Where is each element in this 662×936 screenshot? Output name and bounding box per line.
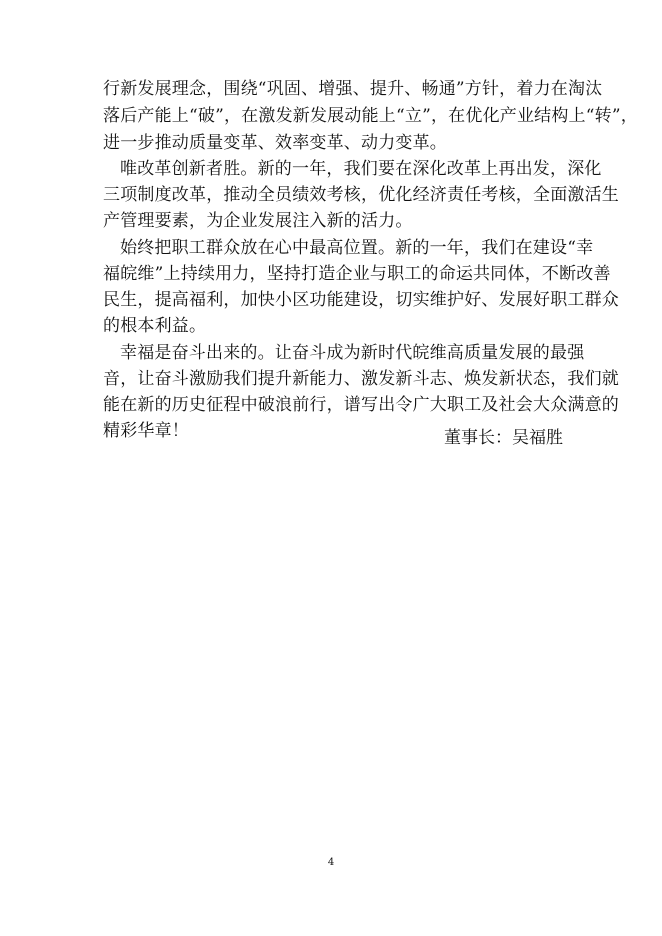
- paragraph-line: 落后产能上“破”，在激发新发展动能上“立”，在优化产业结构上“转”，: [103, 106, 638, 126]
- paragraph-line: 幸福是奋斗出来的。让奋斗成为新时代皖维高质量发展的最强: [120, 343, 585, 363]
- signature: 董事长：吴福胜: [444, 428, 563, 448]
- paragraph-line: 民生，提高福利，加快小区功能建设，切实维护好、发展好职工群众: [103, 290, 619, 310]
- paragraph-line: 三项制度改革，推动全员绩效考核，优化经济责任考核，全面激活生: [103, 185, 619, 205]
- paragraph-line: 音，让奋斗激励我们提升新能力、激发新斗志、焕发新状态，我们就: [103, 369, 619, 389]
- paragraph-line: 始终把职工群众放在心中最高位置。新的一年，我们在建设“幸: [120, 238, 594, 258]
- paragraph-line: 福皖维”上持续用力，坚持打造企业与职工的命运共同体，不断改善: [103, 264, 611, 284]
- paragraph-line: 唯改革创新者胜。新的一年，我们要在深化改革上再出发，深化: [120, 159, 602, 179]
- paragraph-line: 精彩华章！: [103, 421, 189, 441]
- paragraph-line: 行新发展理念，围绕“巩固、增强、提升、畅通”方针，着力在淘汰: [103, 79, 603, 99]
- paragraph-line: 产管理要素，为企业发展注入新的活力。: [103, 211, 413, 231]
- paragraph-line: 的根本利益。: [103, 316, 207, 336]
- paragraph-line: 能在新的历史征程中破浪前行，谱写出令广大职工及社会大众满意的: [103, 395, 619, 415]
- page-number: 4: [327, 857, 335, 868]
- paragraph-line: 进一步推动质量变革、效率变革、动力变革。: [103, 133, 447, 153]
